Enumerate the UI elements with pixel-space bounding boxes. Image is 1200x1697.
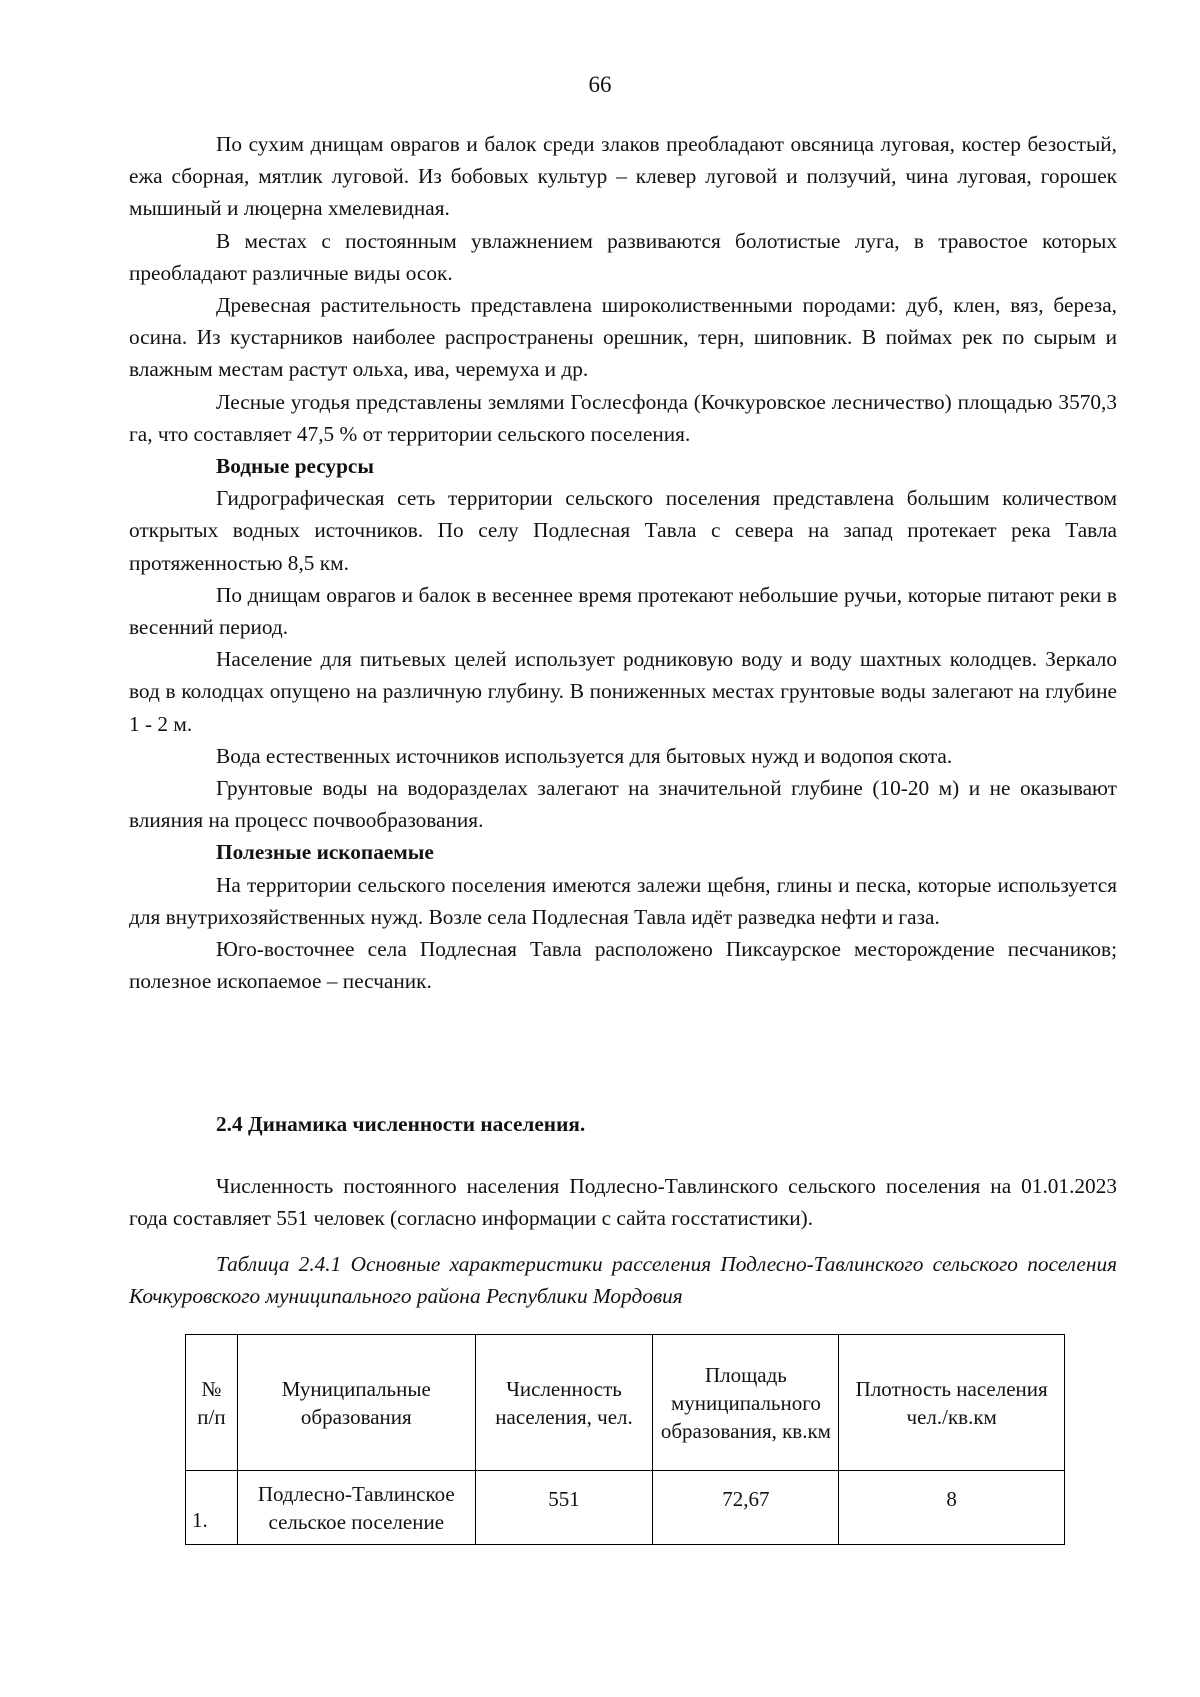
header-municipality: Муниципальные образования	[237, 1335, 475, 1471]
page-number: 66	[588, 72, 612, 97]
paragraph: Древесная растительность представлена широколиственными породами: дуб, клен, вяз, береза, осина. Из кустарников наиболее распространены орешник, терн, шиповник. В поймах рек по сырым и влажным местам растут ольха, ива, черемуха и др.	[129, 293, 1117, 382]
table-row	[186, 1471, 1065, 1545]
header-population: Численность населения, чел.	[475, 1335, 653, 1471]
subheading-minerals: Полезные ископаемые	[216, 840, 434, 865]
header-density: Плотность населения чел./кв.км	[839, 1335, 1065, 1471]
subheading-water-resources: Водные ресурсы	[216, 454, 374, 479]
settlement-table	[185, 1334, 1065, 1545]
paragraph: Юго-восточнее села Подлесная Тавла расположено Пиксаурское месторождение песчаников; полезное ископаемое – песчаник.	[129, 937, 1117, 994]
population-intro	[129, 1170, 1117, 1234]
paragraph: По днищам оврагов и балок в весеннее время протекают небольшие ручьи, которые питают реки в весенний период.	[129, 582, 1117, 640]
paragraph: Лесные угодья представлены землями Гослесфонда (Кочкуровское лесничество) площадью 3570,3 га, что составляет 47,5 % от территории сельского поселения.	[129, 389, 1117, 446]
paragraph: Гидрографическая сеть территории сельского поселения представлена большим количеством открытых водных источников. По селу Подлесная Тавла с севера на запад протекает река Тавла протяженностью 8,5 км.	[129, 486, 1117, 575]
paragraph: Грунтовые воды на водоразделах залегают на значительной глубине (10-20 м) и не оказывают влияния на процесс почвообразования.	[129, 776, 1117, 833]
paragraph: По сухим днищам оврагов и балок среди злаков преобладают овсяница луговая, костер безостый, ежа сборная, мятлик луговой. Из бобовых культур – клевер луговой и ползучий, чина луговая, горошек мышиный и люцерна хмелевидная.	[129, 132, 1117, 221]
paragraph: Население для питьевых целей использует родниковую воду и воду шахтных колодцев. Зеркало вод в колодцах опущено на различную глубину. В пониженных местах грунтовые воды залегают на глубине 1 - 2 м.	[129, 647, 1117, 736]
cell-density: 8	[839, 1471, 1065, 1545]
cell-number: 1.	[186, 1471, 238, 1545]
table-caption	[129, 1248, 1117, 1312]
caption-text: Таблица 2.4.1 Основные характеристики расселения Подлесно-Тавлинского сельского поселения Кочкуровского муниципального района Республики Мордовия	[129, 1252, 1117, 1308]
table-header-row	[186, 1335, 1065, 1471]
header-number: № п/п	[186, 1335, 238, 1471]
cell-area: 72,67	[653, 1471, 839, 1545]
section-title: 2.4 Динамика численности населения.	[216, 1112, 586, 1136]
paragraph: На территории сельского поселения имеются залежи щебня, глины и песка, которые используется для внутрихозяйственных нужд. Возле села Подлесная Тавла идёт разведка нефти и газа.	[129, 872, 1117, 929]
paragraph: В местах с постоянным увлажнением развиваются болотистые луга, в травостое которых преобладают различные виды осок.	[129, 228, 1117, 285]
body-text	[129, 128, 1117, 997]
cell-population: 551	[475, 1471, 653, 1545]
header-area: Площадь муниципального образования, кв.км	[653, 1335, 839, 1471]
cell-municipality: Подлесно-Тавлинское сельское поселение	[237, 1471, 475, 1545]
paragraph: Численность постоянного населения Подлесно-Тавлинского сельского поселения на 01.01.2023 года составляет 551 человек (согласно информации с сайта госстатистики).	[129, 1174, 1117, 1230]
paragraph: Вода естественных источников используется для бытовых нужд и водопоя скота.	[216, 743, 953, 768]
